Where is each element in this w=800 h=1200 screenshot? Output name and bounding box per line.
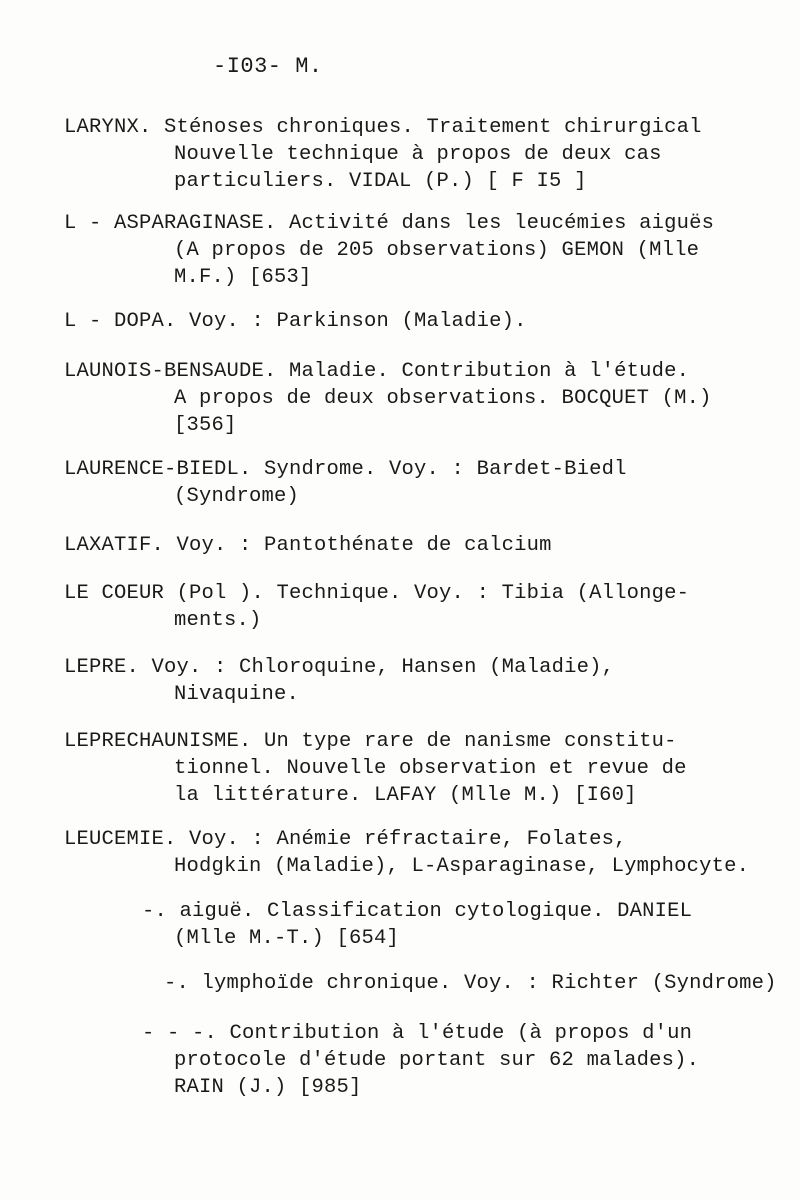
entry-line: Hodgkin (Maladie), L-Asparaginase, Lymphocyte. xyxy=(174,855,750,878)
entry-laurence-biedl xyxy=(64,456,764,510)
entry-line: LAURENCE-BIEDL. Syndrome. Voy. : Bardet-Biedl xyxy=(64,458,627,481)
entry-line: Nivaquine. xyxy=(174,683,300,706)
entry-dopa xyxy=(64,308,764,335)
entry-le-coeur xyxy=(64,580,764,634)
entry-line: ments.) xyxy=(174,609,262,632)
entry-line: LAUNOIS-BENSAUDE. Maladie. Contribution à l'étude. xyxy=(64,360,690,383)
entry-line: - - -. Contribution à l'étude (à propos d'un xyxy=(142,1022,693,1045)
entry-line: particuliers. VIDAL (P.) [ F I5 ] xyxy=(174,170,587,193)
entry-line: A propos de deux observations. BOCQUET (M.) xyxy=(174,387,712,410)
entry-laxatif xyxy=(64,532,764,559)
entry-line: Nouvelle technique à propos de deux cas xyxy=(174,143,662,166)
entry-leucemie-aigue xyxy=(64,898,764,952)
entry-line: protocole d'étude portant sur 62 malades). xyxy=(174,1049,700,1072)
entry-line: LEPRE. Voy. : Chloroquine, Hansen (Maladie), xyxy=(64,656,615,679)
entry-launois-bensaude xyxy=(64,358,764,439)
entry-line: -. aiguë. Classification cytologique. DANIEL xyxy=(142,900,693,923)
entry-lepre xyxy=(64,654,764,708)
entry-line: LEPRECHAUNISME. Un type rare de nanisme constitu- xyxy=(64,730,677,753)
entry-line: tionnel. Nouvelle observation et revue de xyxy=(174,757,687,780)
entry-line: LARYNX. Sténoses chroniques. Traitement chirurgical xyxy=(64,116,702,139)
entry-line: (Mlle M.-T.) [654] xyxy=(174,927,400,950)
entry-line: la littérature. LAFAY (Mlle M.) [I60] xyxy=(174,784,637,807)
entry-line: L - DOPA. Voy. : Parkinson (Maladie). xyxy=(64,310,527,333)
entry-leucemie-contribution xyxy=(64,1020,764,1101)
entry-line: (Syndrome) xyxy=(174,485,300,508)
entry-line: RAIN (J.) [985] xyxy=(174,1076,362,1099)
entry-line: M.F.) [653] xyxy=(174,266,312,289)
entry-line: [356] xyxy=(174,414,237,437)
entry-leucemie-lymphoide xyxy=(64,970,777,997)
entry-asparaginase xyxy=(64,210,764,291)
entry-leprechaunisme xyxy=(64,728,764,809)
entry-line: (A propos de 205 observations) GEMON (Mlle xyxy=(174,239,700,262)
entry-leucemie xyxy=(64,826,764,880)
entry-line: LE COEUR (Pol ). Technique. Voy. : Tibia (Allonge- xyxy=(64,582,690,605)
entry-line: L - ASPARAGINASE. Activité dans les leucémies aiguës xyxy=(64,212,715,235)
entry-line: LAXATIF. Voy. : Pantothénate de calcium xyxy=(64,534,552,557)
page-header: -I03- M. xyxy=(213,54,323,79)
entry-larynx xyxy=(64,114,764,195)
entry-line: LEUCEMIE. Voy. : Anémie réfractaire, Folates, xyxy=(64,828,627,851)
entry-line: -. lymphoïde chronique. Voy. : Richter (Syndrome) xyxy=(164,972,777,995)
